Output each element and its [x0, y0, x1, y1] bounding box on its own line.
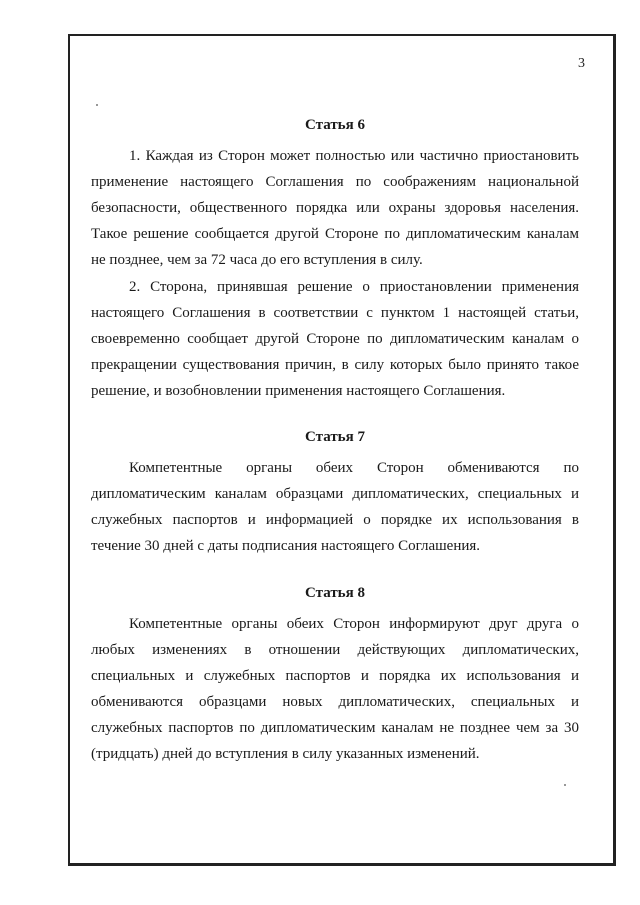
article-paragraph: Компетентные органы обеих Сторон информируют друг друга о любых изменениях в отношении действующих дипломатических, специальных и служебных паспортов и порядка их использования и обмениваются образцами новых дипломатических, специальных и служебных паспортов по дипломатическим каналам не позднее чем за 30 (тридцать) дней до вступления в силу указанных изменений. — [91, 615, 579, 763]
article-title: Статья 7 — [305, 429, 365, 446]
article-8 — [91, 580, 579, 768]
article-7 — [91, 424, 579, 559]
article-6 — [91, 112, 579, 404]
article-title: Статья 8 — [305, 584, 365, 601]
document-body — [91, 112, 579, 787]
article-paragraph: 2. Сторона, принявшая решение о приостановлении применения настоящего Соглашения в соответствии с пунктом 1 настоящей статьи, своевременно сообщает другой Стороне по дипломатическим каналам о прекращении существования причин, в силу которых было принято такое решение, и возобновлении применения настоящего Соглашения. — [91, 278, 579, 399]
scan-speck — [96, 104, 98, 106]
article-title: Статья 6 — [305, 117, 365, 133]
article-paragraph: Компетентные органы обеих Сторон обмениваются по дипломатическим каналам образцами дипломатических, специальных и служебных паспортов и информацией о порядке их использования в течение 30 дней с даты подписания настоящего Соглашения. — [91, 460, 579, 555]
page-frame — [68, 34, 616, 866]
article-paragraph: 1. Каждая из Сторон может полностью или частично приостановить применение настоящего Соглашения по соображениям национальной безопасности, общественного порядка или охраны здоровья населения. Такое решение сообщается другой Стороне по дипломатическим каналам не позднее, чем за 72 часа до его вступления в силу. — [91, 148, 579, 269]
page-number: 3 — [578, 56, 585, 71]
